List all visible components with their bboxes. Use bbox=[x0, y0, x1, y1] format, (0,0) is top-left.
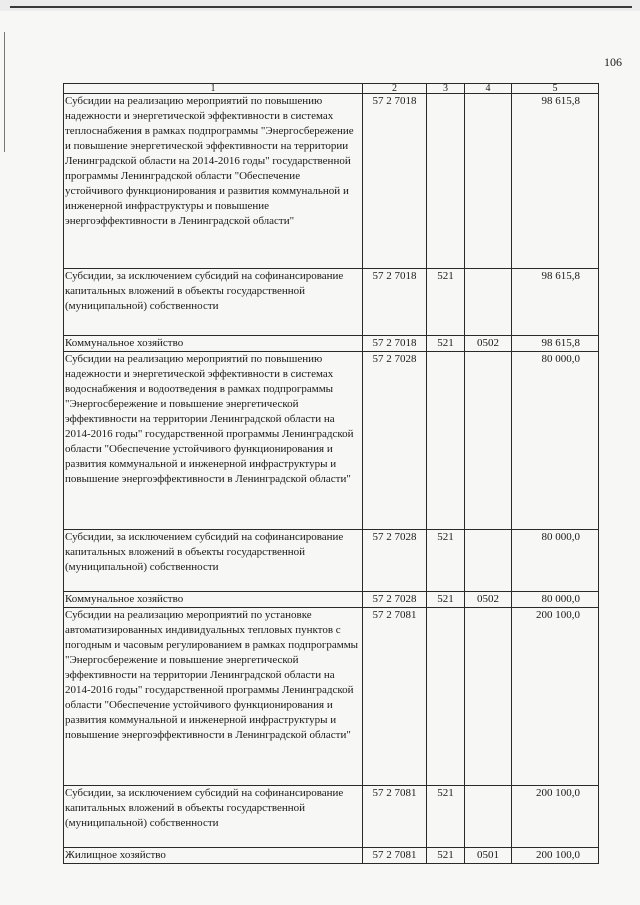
row-expense-type: 521 bbox=[427, 336, 465, 352]
row-target-code: 57 2 7081 bbox=[363, 608, 427, 786]
table-row bbox=[64, 94, 599, 269]
table-row bbox=[64, 848, 599, 864]
header-col-5: 5 bbox=[512, 84, 599, 94]
row-target-code: 57 2 7018 bbox=[363, 94, 427, 269]
scan-top-edge bbox=[0, 0, 640, 11]
table-row bbox=[64, 336, 599, 352]
row-amount: 200 100,0 bbox=[512, 786, 599, 848]
row-target-code: 57 2 7018 bbox=[363, 336, 427, 352]
row-target-code: 57 2 7081 bbox=[363, 786, 427, 848]
row-description: Субсидии, за исключением субсидий на софинансирование капитальных вложений в объекты государственной (муниципальной) собственности bbox=[64, 269, 363, 336]
row-description: Коммунальное хозяйство bbox=[64, 592, 363, 608]
row-amount: 98 615,8 bbox=[512, 269, 599, 336]
header-col-4: 4 bbox=[465, 84, 512, 94]
row-amount: 98 615,8 bbox=[512, 336, 599, 352]
row-section-code bbox=[465, 269, 512, 336]
row-description: Коммунальное хозяйство bbox=[64, 336, 363, 352]
row-section-code bbox=[465, 786, 512, 848]
table-row bbox=[64, 352, 599, 530]
row-section-code bbox=[465, 94, 512, 269]
row-description: Жилищное хозяйство bbox=[64, 848, 363, 864]
table-row bbox=[64, 608, 599, 786]
row-expense-type: 521 bbox=[427, 848, 465, 864]
row-expense-type: 521 bbox=[427, 592, 465, 608]
row-target-code: 57 2 7081 bbox=[363, 848, 427, 864]
row-target-code: 57 2 7018 bbox=[363, 269, 427, 336]
row-section-code bbox=[465, 608, 512, 786]
row-expense-type bbox=[427, 608, 465, 786]
scan-left-edge-mark bbox=[4, 32, 5, 152]
row-amount: 80 000,0 bbox=[512, 530, 599, 592]
row-amount: 200 100,0 bbox=[512, 848, 599, 864]
row-section-code: 0502 bbox=[465, 336, 512, 352]
row-section-code: 0502 bbox=[465, 592, 512, 608]
header-col-3: 3 bbox=[427, 84, 465, 94]
header-col-2: 2 bbox=[363, 84, 427, 94]
row-description: Субсидии на реализацию мероприятий по повышению надежности и энергетической эффективности в системах водоснабжения и водоотведения в рамках подпрограммы "Энергосбережение и повышение энергетической эффективности на территории Ленинградской области на 2014-2016 годы" государственной программы Ленинградской области "Обеспечение устойчивого функционирования и развития коммунальной и инженерной инфраструктуры и повышение энергоэффективности в Ленинградской области" bbox=[64, 352, 363, 530]
table-header-row bbox=[64, 84, 599, 94]
row-description: Субсидии, за исключением субсидий на софинансирование капитальных вложений в объекты государственной (муниципальной) собственности bbox=[64, 786, 363, 848]
table-row bbox=[64, 786, 599, 848]
row-target-code: 57 2 7028 bbox=[363, 530, 427, 592]
row-expense-type: 521 bbox=[427, 786, 465, 848]
row-section-code bbox=[465, 352, 512, 530]
row-description: Субсидии на реализацию мероприятий по установке автоматизированных индивидуальных тепловых пунктов с погодным и часовым регулированием в рамках подпрограммы "Энергосбережение и повышение энергетической эффективности на территории Ленинградской области на 2014-2016 годы" государственной программы Ленинградской области "Обеспечение устойчивого функционирования и развития коммунальной и инженерной инфраструктуры и повышение энергоэффективности в Ленинградской области" bbox=[64, 608, 363, 786]
row-amount: 98 615,8 bbox=[512, 94, 599, 269]
table-row bbox=[64, 592, 599, 608]
row-section-code bbox=[465, 530, 512, 592]
row-target-code: 57 2 7028 bbox=[363, 352, 427, 530]
header-col-1: 1 bbox=[64, 84, 363, 94]
row-section-code: 0501 bbox=[465, 848, 512, 864]
row-amount: 200 100,0 bbox=[512, 608, 599, 786]
row-amount: 80 000,0 bbox=[512, 592, 599, 608]
row-description: Субсидии на реализацию мероприятий по повышению надежности и энергетической эффективности в системах теплоснабжения в рамках подпрограммы "Энергосбережение и повышение энергетической эффективности на территории Ленинградской области на 2014-2016 годы" государственной программы Ленинградской области "Обеспечение устойчивого функционирования и развития коммунальной и инженерной инфраструктуры и повышение энергоэффективности в Ленинградской области" bbox=[64, 94, 363, 269]
page-number: 106 bbox=[604, 55, 622, 69]
scan-top-rule bbox=[10, 6, 632, 8]
row-description: Субсидии, за исключением субсидий на софинансирование капитальных вложений в объекты государственной (муниципальной) собственности bbox=[64, 530, 363, 592]
table-row bbox=[64, 530, 599, 592]
row-expense-type: 521 bbox=[427, 269, 465, 336]
table-row bbox=[64, 269, 599, 336]
row-expense-type: 521 bbox=[427, 530, 465, 592]
row-amount: 80 000,0 bbox=[512, 352, 599, 530]
budget-table bbox=[63, 83, 599, 864]
row-expense-type bbox=[427, 352, 465, 530]
row-expense-type bbox=[427, 94, 465, 269]
row-target-code: 57 2 7028 bbox=[363, 592, 427, 608]
